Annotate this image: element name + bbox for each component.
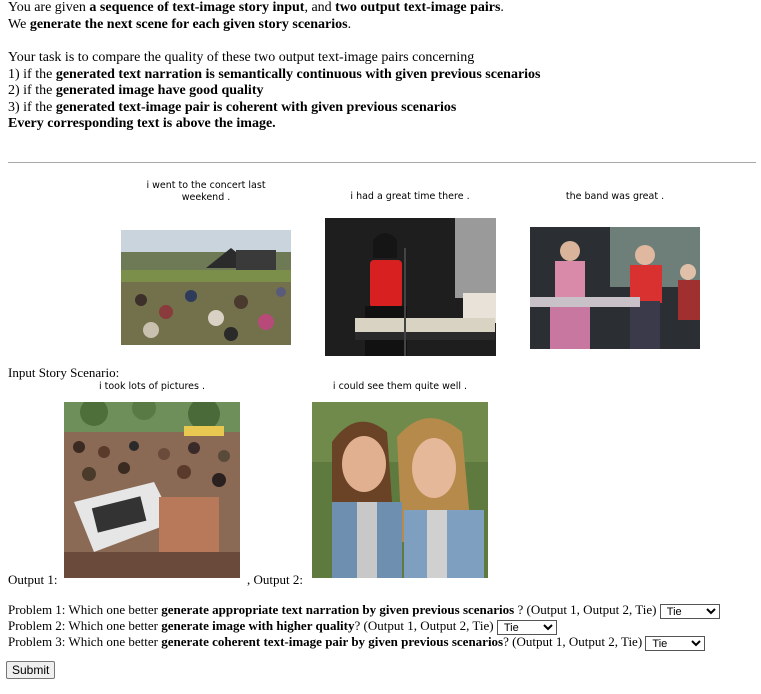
- problem-2: Problem 2: Which one better generate image with higher quality? (Output 1, Output 2, Tie) Tie: [8, 618, 557, 635]
- intro-line-2: We generate the next scene for each given story scenarios.: [8, 16, 352, 32]
- output-caption-1: i took lots of pictures .: [98, 381, 206, 392]
- intro-line-1: You are given a sequence of text-image story input, and two output text-image pairs.: [8, 0, 504, 15]
- submit-button[interactable]: Submit: [6, 661, 55, 679]
- output-image-1: [64, 402, 240, 578]
- output-image-2: [312, 402, 488, 578]
- criterion-1: 1) if the generated text narration is semantically continuous with given previous scenarios: [8, 66, 541, 82]
- problem-1-select[interactable]: [660, 604, 720, 619]
- divider: [8, 162, 756, 163]
- story-caption-2: i had a great time there .: [350, 191, 470, 202]
- problem-1: Problem 1: Which one better generate appropriate text narration by given previous scenarios ? (Output 1, Output 2, Tie) Tie: [8, 602, 720, 619]
- story-caption-1: i went to the concert last weekend .: [146, 180, 266, 203]
- story-image-1: [121, 230, 291, 345]
- problem-2-select[interactable]: [497, 620, 557, 635]
- instructions: [8, 0, 753, 133]
- problem-3-select[interactable]: [645, 636, 705, 651]
- output-2-label: , Output 2:: [247, 572, 303, 587]
- problem-3: Problem 3: Which one better generate coherent text-image pair by given previous scenarios? (Output 1, Output 2, Tie) Tie: [8, 634, 705, 651]
- story-image-2: [325, 218, 496, 356]
- output-caption-2: i could see them quite well .: [332, 381, 468, 392]
- output-1-label: Output 1:: [8, 572, 58, 587]
- story-image-3: [530, 227, 700, 349]
- criterion-3: 3) if the generated text-image pair is coherent with given previous scenarios: [8, 99, 457, 115]
- note-line: Every corresponding text is above the image.: [8, 116, 276, 131]
- story-caption-3: the band was great .: [565, 191, 665, 202]
- input-story-label: Input Story Scenario:: [8, 365, 120, 380]
- task-line: Your task is to compare the quality of these two output text-image pairs concerning: [8, 50, 475, 65]
- criterion-2: 2) if the generated image have good quality: [8, 83, 264, 98]
